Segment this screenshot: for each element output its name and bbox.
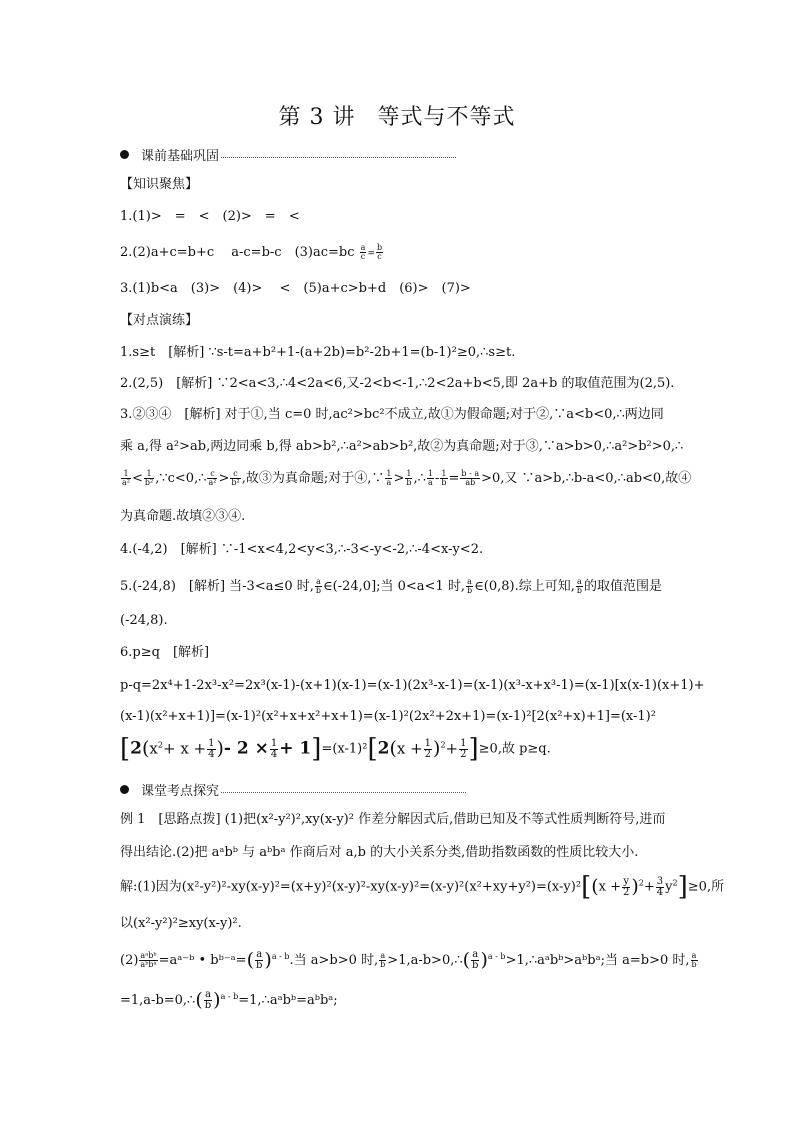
bullet-icon [120,150,129,159]
lecture-number: 第 3 讲 [278,105,356,130]
example-1-line-1: 例 1 [思路点拨] (1)把(x²-y²)²,xy(x-y)² 作差分解因式后,借助已知及不等式性质判断符号,进而 [120,812,666,827]
practice-item-3-line-2: 乘 a,得 a²>ab,两边同乘 b,得 ab>b²,∴a²>ab>b²,故②为真命题;对于③,∵a>b>0,∴a²>b²>0,∴ [120,439,684,454]
practice-item-4: 4.(-4,2) [解析] ∵-1<x<4,2<y<3,∴-3<-y<-2,∴-4<x-y<2. [120,542,484,557]
practice-item-6: 6.p≥q [解析] [120,645,210,660]
section-heading-explore: 课堂考点探究 [120,780,466,799]
example-1-line-5: (2) $\frac{\text{aᵃbᵇ}}{\text{aᵇbᵃ}}$ =aᵃ⁻ᵇ • bᵇ⁻ᵃ=( $\frac{a}{b}$ )$^{a - b}$.当 a>b>0 时, $\frac{a}{b}$ >1,a-b>0,∴( $\frac{a}{b}$ )$^{a - b}$>1,∴aᵃbᵇ>aᵇbᵃ;当 a=b>0 时, $\frac{a}{b}$ [120,949,697,971]
practice-item-6-line-2: (x-1)(x²+x+1)]=(x-1)²(x²+x+x²+x+1)=(x-1)²(2x²+2x+1)=(x-1)²[2(x²+x)+1]=(x-1)² [120,709,656,724]
knowledge-item-1: 1.(1)> = < (2)> = < [120,209,300,224]
example-1-line-2: 得出结论.(2)把 aᵃbᵇ 与 aᵇbᵃ 作商后对 a,b 的大小关系分类,借助指数函数的性质比较大小. [120,845,639,860]
dotted-rule [221,157,456,158]
practice-item-3-line-1: 3.②③④ [解析] 对于①,当 c=0 时,ac²>bc²不成立,故①为假命题;对于②,∵a<b<0,∴两边同 [120,407,664,422]
lecture-topic: 等式与不等式 [377,105,516,130]
page-title [0,100,794,131]
practice-item-5-line-1: 5.(-24,8) [解析] 当-3<a≤0 时, $\frac{a}{b}$ ∈(-24,0];当 0<a<1 时, $\frac{a}{b}$ ∈(0,8).综上可知, $\frac{a}{b}$ 的取值范围是 [120,577,662,595]
practice-item-3-line-3: $\frac{1}{\text{a²}}$ < $\frac{1}{\text{b²}}$ ,∵c<0,∴ $\frac{c}{\text{a²}}$ > $\frac{c}{\text{b²}}$ ,故③为真命题;对于④,∵ $\frac{1}{a}$ > $\frac{1}{b}$ ,∴ $\frac{1}{a}$ - $\frac{1}{b}$ = $\frac{b - a}{ab}$ >0,又 ∵a>b,∴b-a<0,∴ab<0,故④ [122,469,692,487]
knowledge-heading: 【知识聚焦】 [120,177,199,192]
fraction: $\frac{b}{c}$ [376,243,383,261]
bullet-icon [120,785,129,794]
practice-item-1: 1.s≥t [解析] ∵s-t=a+b²+1-(a+2b)=b²-2b+1=(b-1)²≥0,∴s≥t. [120,345,516,360]
knowledge-item-2: 2.(2)a+c=b+c a-c=b-c (3)ac=bc $\frac{a}{c}$ = $\frac{b}{c}$ [120,243,383,261]
practice-heading: 【对点演练】 [120,313,199,328]
example-1-line-3: 解:(1)因为(x²-y²)²-xy(x-y)²=(x+y)²(x-y)²-xy(x-y)²=(x-y)²(x²+xy+y²)=(x-y)²[(x + $\frac{y}{2}$ )$^2$+ $\frac{3}{4}$ $y^2]\ge 0$,所 [120,872,725,902]
section-heading-basics: 课前基础巩固 [120,145,456,164]
example-1-line-4: 以(x²-y²)²≥xy(x-y)². [120,916,242,931]
practice-item-3-line-4: 为真命题.故填②③④. [120,509,246,524]
practice-item-6-line-1: p-q=2x⁴+1-2x³-x²=2x³(x-1)-(x+1)(x-1)=(x-1)(2x³-x-1)=(x-1)(x³-x+x³-1)=(x-1)[x(x-1)(x+1)+ [120,678,705,693]
practice-item-5-line-2: (-24,8). [120,613,168,628]
dotted-rule [221,792,466,793]
fraction: $\frac{a}{c}$ [360,243,366,261]
knowledge-item-3: 3.(1)b<a (3)> (4)> < (5)a+c>b+d (6)> (7)> [120,281,471,296]
example-1-line-6: =1,a-b=0,∴( $\frac{a}{b}$ )$^{a - b}$=1,∴aᵃbᵇ=aᵇbᵃ; [120,989,338,1011]
practice-item-2: 2.(2,5) [解析] ∵2<a<3,∴4<2a<6,又-2<b<-1,∴2<2a+b<5,即 2a+b 的取值范围为(2,5). [120,376,675,391]
practice-item-6-line-3: [$2(x^2+ x$ + $\frac{1}{4}$ )- 2 × $\frac{1}{4}$ + 1]=(x-1)²[2(x + $\frac{1}{2}$ )$^2$+ $\frac{1}{2}$ ]≥0,故 p≥q. [120,734,551,764]
